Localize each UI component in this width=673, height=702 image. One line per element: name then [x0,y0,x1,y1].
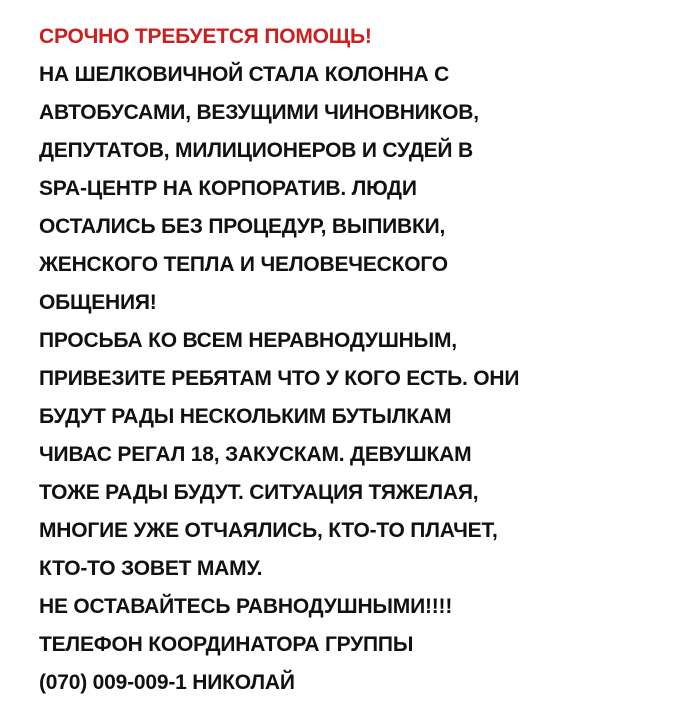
notice-line: БУДУТ РАДЫ НЕСКОЛЬКИМ БУТЫЛКАМ [39,405,452,428]
notice-line: ЖЕНСКОГО ТЕПЛА И ЧЕЛОВЕЧЕСКОГО [39,253,448,276]
notice-line: ЧИВАС РЕГАЛ 18, ЗАКУСКАМ. ДЕВУШКАМ [39,443,472,466]
notice-line: ОБЩЕНИЯ! [39,291,157,314]
notice-line: ОСТАЛИСЬ БЕЗ ПРОЦЕДУР, ВЫПИВКИ, [39,215,446,238]
notice-line: МНОГИЕ УЖЕ ОТЧАЯЛИСЬ, КТО-ТО ПЛАЧЕТ, [39,519,498,542]
notice-line: ПРИВЕЗИТЕ РЕБЯТАМ ЧТО У КОГО ЕСТЬ. ОНИ [39,367,520,390]
phone-line: (070) 009-009-1 НИКОЛАЙ [39,671,295,694]
notice-line: ТОЖЕ РАДЫ БУДУТ. СИТУАЦИЯ ТЯЖЕЛАЯ, [39,481,479,504]
notice-line: ПРОСЬБА КО ВСЕМ НЕРАВНОДУШНЫМ, [39,329,457,352]
notice-text [39,18,669,702]
notice-line: SPA-ЦЕНТР НА КОРПОРАТИВ. ЛЮДИ [39,177,417,200]
notice-line: НА ШЕЛКОВИЧНОЙ СТАЛА КОЛОННА С [39,63,450,86]
notice-line: ДЕПУТАТОВ, МИЛИЦИОНЕРОВ И СУДЕЙ В [39,139,473,162]
notice-line: АВТОБУСАМИ, ВЕЗУЩИМИ ЧИНОВНИКОВ, [39,101,479,124]
headline: СРОЧНО ТРЕБУЕТСЯ ПОМОЩЬ! [39,25,372,48]
notice-line: ТЕЛЕФОН КООРДИНАТОРА ГРУППЫ [39,633,414,656]
notice-line: НЕ ОСТАВАЙТЕСЬ РАВНОДУШНЫМИ!!!! [39,595,453,618]
notice-line: КТО-ТО ЗОВЕТ МАМУ. [39,557,263,580]
